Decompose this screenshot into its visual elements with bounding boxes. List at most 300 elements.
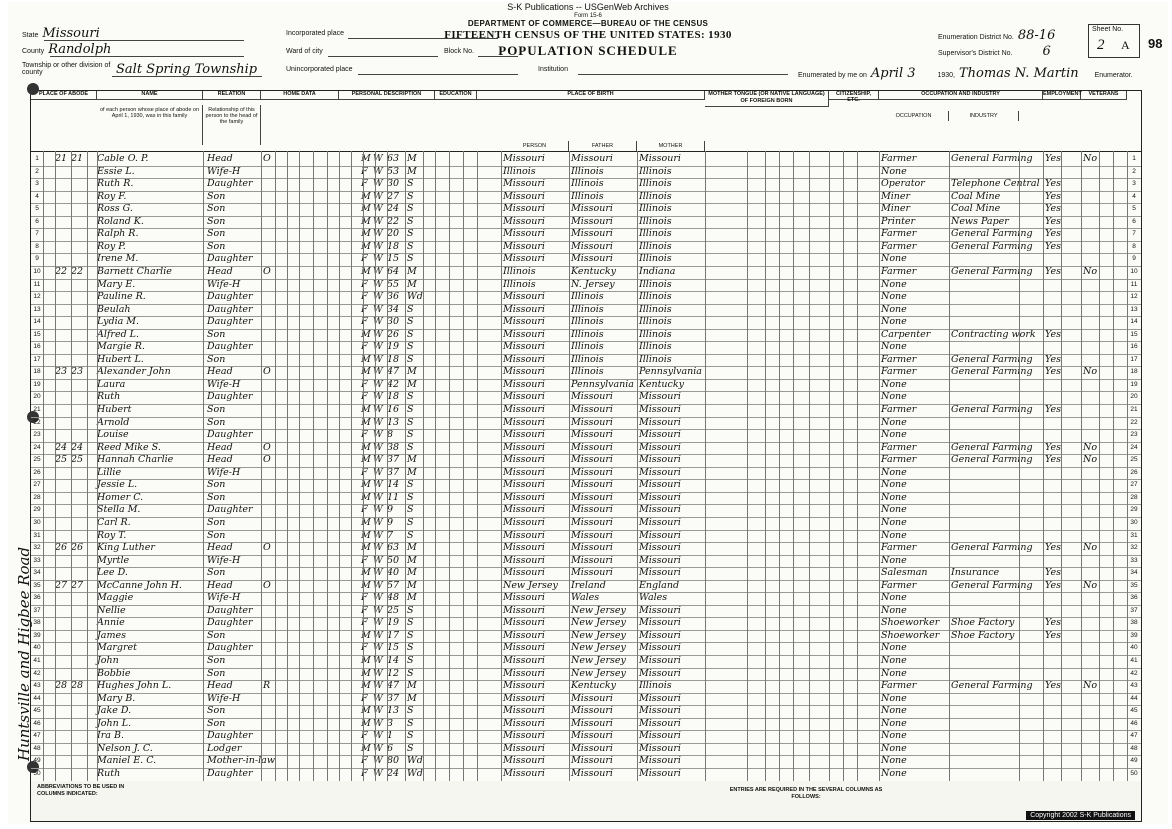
column-divider xyxy=(857,151,858,781)
veteran: No xyxy=(1083,441,1098,453)
sheet-letter: A xyxy=(1121,38,1130,52)
line-number: 33 xyxy=(1130,556,1138,564)
home-tenure xyxy=(263,768,275,781)
relation: Daughter xyxy=(207,391,253,403)
birthplace-mother: Missouri xyxy=(639,479,681,491)
home-tenure xyxy=(263,417,275,430)
marital-status: S xyxy=(407,441,414,453)
line-number: 6 xyxy=(35,217,39,225)
marital-status: Wd xyxy=(407,291,423,303)
sex: F xyxy=(361,278,368,290)
birthplace-mother: Missouri xyxy=(639,655,681,666)
line-number: 7 xyxy=(1132,230,1136,238)
birthplace-father: Illinois xyxy=(571,190,604,202)
family-number xyxy=(71,417,87,430)
birthplace-person: Missouri xyxy=(503,228,545,240)
column-divider xyxy=(275,151,276,781)
relation: Daughter xyxy=(207,291,253,303)
race: W xyxy=(373,755,383,767)
line-number: 2 xyxy=(35,167,39,175)
family-number xyxy=(71,567,87,580)
birthplace-mother: Missouri xyxy=(639,692,681,704)
dwelling-number: 25 xyxy=(55,454,68,466)
birthplace-person: Missouri xyxy=(503,705,545,717)
occupation: Farmer xyxy=(881,404,917,415)
veteran xyxy=(1083,492,1103,505)
line-number: 17 xyxy=(33,355,41,363)
family-number xyxy=(71,216,87,229)
age: 13 xyxy=(387,705,400,717)
race: W xyxy=(373,705,383,717)
marital-status: M xyxy=(407,278,417,290)
group-citizenship: CITIZENSHIP, ETC. xyxy=(829,91,879,100)
age: 26 xyxy=(387,328,400,340)
veteran xyxy=(1083,404,1103,417)
dwelling-number xyxy=(55,655,71,668)
sex: F xyxy=(361,178,368,190)
occupation: None xyxy=(881,692,907,704)
line-number: 5 xyxy=(1132,205,1136,213)
age: 47 xyxy=(387,680,400,692)
age: 22 xyxy=(387,215,400,227)
birthplace-father: Missouri xyxy=(571,404,613,415)
column-divider xyxy=(55,151,56,781)
birthplace-person: Missouri xyxy=(503,466,545,478)
race: W xyxy=(373,529,383,541)
veteran xyxy=(1083,178,1103,191)
occupation: Miner xyxy=(881,190,911,202)
family-number xyxy=(71,203,87,216)
sex: M xyxy=(361,416,371,428)
person-name: Ralph R. xyxy=(97,228,139,240)
group-occupation-industry: OCCUPATION AND INDUSTRY xyxy=(879,91,1043,100)
person-name: Lee D. xyxy=(97,567,128,579)
ward-label: Ward of city xyxy=(286,48,323,55)
line-number: 36 xyxy=(33,594,41,602)
person-name: John xyxy=(97,655,119,666)
occupation: Farmer xyxy=(881,265,917,277)
race: W xyxy=(373,542,383,554)
occupation: Miner xyxy=(881,203,911,215)
dwelling-number xyxy=(55,730,71,743)
relation: Son xyxy=(207,479,226,491)
industry xyxy=(951,291,1019,304)
dwelling-number xyxy=(55,241,71,254)
age: 37 xyxy=(387,466,400,478)
person-name: Hubert xyxy=(97,404,132,415)
family-number xyxy=(71,693,87,706)
race: W xyxy=(373,378,383,390)
relation: Wife-H xyxy=(207,278,241,290)
occupation: Printer xyxy=(881,215,916,227)
line-number: 23 xyxy=(33,431,41,439)
birthplace-father: Missouri xyxy=(571,742,613,754)
race: W xyxy=(373,491,383,503)
line-number: 27 xyxy=(1130,481,1138,489)
home-tenure xyxy=(263,354,275,367)
family-number: 22 xyxy=(71,265,84,277)
birthplace-father: New Jersey xyxy=(571,629,626,641)
line-number: 18 xyxy=(33,368,41,376)
census-title: FIFTEENTH CENSUS OF THE UNITED STATES: 1930 xyxy=(444,29,732,41)
occupation: None xyxy=(881,705,907,717)
column-divider xyxy=(501,151,502,781)
marital-status: S xyxy=(407,416,414,428)
age: 55 xyxy=(387,278,400,290)
page-number: 98 xyxy=(1148,36,1163,51)
birthplace-person: Missouri xyxy=(503,153,545,164)
birthplace-mother: Illinois xyxy=(639,253,672,265)
line-number: 39 xyxy=(33,631,41,639)
veteran xyxy=(1083,655,1103,668)
line-number: 43 xyxy=(33,682,41,690)
industry xyxy=(951,279,1019,292)
person-name: Margie R. xyxy=(97,341,145,353)
column-divider xyxy=(423,151,424,781)
birthplace-person: Missouri xyxy=(503,404,545,415)
birthplace-mother: Illinois xyxy=(639,316,672,328)
industry xyxy=(951,316,1019,329)
birthplace-father: Ireland xyxy=(571,579,606,591)
relation: Son xyxy=(207,567,226,579)
birthplace-father: Missouri xyxy=(571,730,613,742)
occupation: Farmer xyxy=(881,228,917,240)
veteran xyxy=(1083,504,1103,517)
age: 18 xyxy=(387,391,400,403)
family-number xyxy=(71,743,87,756)
age: 80 xyxy=(387,755,400,767)
dwelling-number xyxy=(55,166,71,179)
sex: M xyxy=(361,491,371,503)
person-name: Hughes John L. xyxy=(97,680,172,692)
relation: Daughter xyxy=(207,429,253,441)
line-number: 45 xyxy=(33,707,41,715)
sex: M xyxy=(361,454,371,466)
veteran xyxy=(1083,630,1103,643)
race: W xyxy=(373,429,383,441)
veteran xyxy=(1083,379,1103,392)
sex: M xyxy=(361,153,371,164)
sex: M xyxy=(361,567,371,579)
person-name: Carl R. xyxy=(97,516,131,528)
birthplace-mother: England xyxy=(639,579,680,591)
race: W xyxy=(373,291,383,303)
age: 19 xyxy=(387,617,400,629)
dwelling-number: 24 xyxy=(55,441,68,453)
township-label: Township or other division of county xyxy=(22,62,111,76)
family-number xyxy=(71,329,87,342)
industry xyxy=(951,391,1019,404)
age: 36 xyxy=(387,291,400,303)
industry: Telephone Central xyxy=(951,178,1040,190)
birthplace-father: Kentucky xyxy=(571,265,616,277)
marital-status: S xyxy=(407,516,414,528)
race: W xyxy=(373,680,383,692)
line-number: 33 xyxy=(33,556,41,564)
column-divider xyxy=(351,151,352,781)
birthplace-mother: Illinois xyxy=(639,178,672,190)
column-divider xyxy=(1127,151,1128,781)
relation: Son xyxy=(207,717,226,729)
person-name: Beulah xyxy=(97,303,131,315)
birthplace-father: Missouri xyxy=(571,466,613,478)
family-number xyxy=(71,668,87,681)
industry xyxy=(951,304,1019,317)
employed xyxy=(1045,530,1065,543)
occupation: Farmer xyxy=(881,153,917,164)
birthplace-person: Missouri xyxy=(503,667,545,679)
age: 24 xyxy=(387,203,400,215)
column-divider xyxy=(569,151,570,781)
relation: Head xyxy=(207,579,233,591)
relation: Mother-in-law xyxy=(207,755,275,767)
line-number: 28 xyxy=(33,493,41,501)
veteran: No xyxy=(1083,542,1098,554)
birthplace-person: Missouri xyxy=(503,416,545,428)
birthplace-person: Missouri xyxy=(503,730,545,742)
enumeration-district-field: Enumeration District No. 88-16 xyxy=(938,28,1056,43)
line-number: 48 xyxy=(33,744,41,752)
home-tenure xyxy=(263,241,275,254)
department-heading: DEPARTMENT OF COMMERCE—BUREAU OF THE CENSUS xyxy=(467,19,709,28)
birthplace-person: Missouri xyxy=(503,316,545,328)
relation: Head xyxy=(207,153,233,164)
occupation: Operator xyxy=(881,178,925,190)
birthplace-father: N. Jersey xyxy=(571,278,615,290)
employed xyxy=(1045,253,1065,266)
birthplace-father: Missouri xyxy=(571,529,613,541)
industry xyxy=(951,379,1019,392)
birthplace-father: Missouri xyxy=(571,429,613,441)
age: 30 xyxy=(387,178,400,190)
dwelling-number xyxy=(55,191,71,204)
family-number xyxy=(71,316,87,329)
person-name: Alfred L. xyxy=(97,328,140,340)
age: 16 xyxy=(387,404,400,415)
line-number: 8 xyxy=(35,242,39,250)
veteran xyxy=(1083,693,1103,706)
occupation: None xyxy=(881,303,907,315)
birthplace-person: Missouri xyxy=(503,190,545,202)
birthplace-mother: Illinois xyxy=(639,190,672,202)
person-name: Cable O. P. xyxy=(97,153,149,164)
employed xyxy=(1045,504,1065,517)
marital-status: S xyxy=(407,429,414,441)
family-number xyxy=(71,429,87,442)
veteran xyxy=(1083,429,1103,442)
marital-status: S xyxy=(407,316,414,328)
industry xyxy=(951,730,1019,743)
person-name: Annie xyxy=(97,617,125,629)
birthplace-mother: Missouri xyxy=(639,742,681,754)
home-tenure xyxy=(263,404,275,417)
sex: M xyxy=(361,228,371,240)
relation: Head xyxy=(207,441,233,453)
age: 11 xyxy=(387,491,400,503)
marital-status: S xyxy=(407,178,414,190)
birthplace-father: Missouri xyxy=(571,479,613,491)
sex: M xyxy=(361,240,371,252)
family-number xyxy=(71,504,87,517)
column-divider xyxy=(261,151,262,781)
industry xyxy=(951,705,1019,718)
line-number: 44 xyxy=(1130,694,1138,702)
line-number: 38 xyxy=(1130,619,1138,627)
dwelling-number: 22 xyxy=(55,265,68,277)
dwelling-number xyxy=(55,718,71,731)
age: 64 xyxy=(387,265,400,277)
person-name: John L. xyxy=(97,717,132,729)
occupation: None xyxy=(881,479,907,491)
line-number: 5 xyxy=(35,205,39,213)
dwelling-number xyxy=(55,379,71,392)
dwelling-number xyxy=(55,253,71,266)
person-name: Roy T. xyxy=(97,529,127,541)
dwelling-number xyxy=(55,216,71,229)
person-name: Ruth xyxy=(97,767,121,779)
sex: F xyxy=(361,253,368,265)
occupation: Farmer xyxy=(881,542,917,554)
family-number xyxy=(71,304,87,317)
birthplace-mother: Illinois xyxy=(639,278,672,290)
family-number xyxy=(71,404,87,417)
birthplace-person: Missouri xyxy=(503,240,545,252)
group-veterans: VETERANS xyxy=(1081,91,1127,100)
age: 48 xyxy=(387,592,400,604)
birthplace-person: Missouri xyxy=(503,215,545,227)
birthplace-person: Missouri xyxy=(503,353,545,365)
sex: M xyxy=(361,190,371,202)
birthplace-father: New Jersey xyxy=(571,617,626,629)
marital-status: S xyxy=(407,504,414,516)
birthplace-mother: Kentucky xyxy=(639,378,684,390)
county-value: Randolph xyxy=(48,42,112,57)
birthplace-person: Missouri xyxy=(503,391,545,403)
industry: General Farming xyxy=(951,542,1033,554)
line-number: 43 xyxy=(1130,682,1138,690)
birthplace-person: Missouri xyxy=(503,291,545,303)
column-divider xyxy=(287,151,288,781)
birthplace-person: Missouri xyxy=(503,454,545,466)
line-number: 27 xyxy=(33,481,41,489)
veteran xyxy=(1083,241,1103,254)
family-number xyxy=(71,730,87,743)
birthplace-person: Missouri xyxy=(503,178,545,190)
race: W xyxy=(373,215,383,227)
birthplace-father: Illinois xyxy=(571,178,604,190)
block-label: Block No. xyxy=(444,48,474,55)
race: W xyxy=(373,592,383,604)
line-number: 16 xyxy=(33,343,41,351)
birthplace-mother: Missouri xyxy=(639,667,681,679)
dwelling-number xyxy=(55,429,71,442)
occupation: None xyxy=(881,341,907,353)
birthplace-mother: Missouri xyxy=(639,441,681,453)
dwelling-number xyxy=(55,304,71,317)
employed xyxy=(1045,279,1065,292)
occupation: Farmer xyxy=(881,353,917,365)
marital-status: S xyxy=(407,341,414,353)
dwelling-number xyxy=(55,178,71,191)
family-number xyxy=(71,253,87,266)
veteran xyxy=(1083,191,1103,204)
employed xyxy=(1045,768,1065,781)
occupation: None xyxy=(881,592,907,604)
birthplace-person: Missouri xyxy=(503,755,545,767)
dwelling-number xyxy=(55,768,71,781)
enumerator-name: Thomas N. Martin xyxy=(959,66,1079,81)
employed: Yes xyxy=(1045,579,1061,591)
person-name: Arnold xyxy=(97,416,130,428)
sex: F xyxy=(361,316,368,328)
birthplace-person: Illinois xyxy=(503,165,536,177)
birthplace-mother: Missouri xyxy=(639,705,681,717)
industry: General Farming xyxy=(951,680,1033,692)
age: 7 xyxy=(387,529,394,541)
industry xyxy=(951,530,1019,543)
industry: General Farming xyxy=(951,454,1033,466)
line-number: 22 xyxy=(1130,418,1138,426)
family-number xyxy=(71,279,87,292)
enumerated-date: April 3 xyxy=(870,66,916,81)
race: W xyxy=(373,617,383,629)
family-number xyxy=(71,191,87,204)
dwelling-number xyxy=(55,705,71,718)
veteran: No xyxy=(1083,366,1098,378)
dwelling-number xyxy=(55,329,71,342)
family-number: 25 xyxy=(71,454,84,466)
birthplace-father: Illinois xyxy=(571,303,604,315)
relation: Son xyxy=(207,516,226,528)
birthplace-father: New Jersey xyxy=(571,642,626,654)
home-tenure xyxy=(263,668,275,681)
sex: F xyxy=(361,755,368,767)
relation: Daughter xyxy=(207,730,253,742)
line-number: 22 xyxy=(33,418,41,426)
home-tenure xyxy=(263,228,275,241)
home-tenure xyxy=(263,730,275,743)
line-number: 47 xyxy=(1130,732,1138,740)
race: W xyxy=(373,567,383,579)
occupation: Carpenter xyxy=(881,328,931,340)
line-number: 14 xyxy=(33,318,41,326)
sex: M xyxy=(361,366,371,378)
dwelling-number xyxy=(55,354,71,367)
dwelling-number xyxy=(55,504,71,517)
veteran xyxy=(1083,668,1103,681)
line-number: 15 xyxy=(1130,330,1138,338)
column-divider xyxy=(87,151,88,781)
employed xyxy=(1045,429,1065,442)
dwelling-number xyxy=(55,530,71,543)
marital-status: S xyxy=(407,655,414,666)
occupation: Salesman xyxy=(881,567,928,579)
birthplace-father: Illinois xyxy=(571,328,604,340)
age: 24 xyxy=(387,767,400,779)
schedule-title: POPULATION SCHEDULE xyxy=(498,43,678,58)
industry: Contracting work xyxy=(951,328,1036,340)
occupation: None xyxy=(881,466,907,478)
column-divider xyxy=(793,151,794,781)
employed: Yes xyxy=(1045,366,1061,378)
industry xyxy=(951,592,1019,605)
marital-status: M xyxy=(407,366,417,378)
home-tenure xyxy=(263,592,275,605)
employed: Yes xyxy=(1045,328,1061,340)
birthplace-person: Illinois xyxy=(503,278,536,290)
person-name: Jessie L. xyxy=(97,479,138,491)
birthplace-father: Missouri xyxy=(571,554,613,566)
